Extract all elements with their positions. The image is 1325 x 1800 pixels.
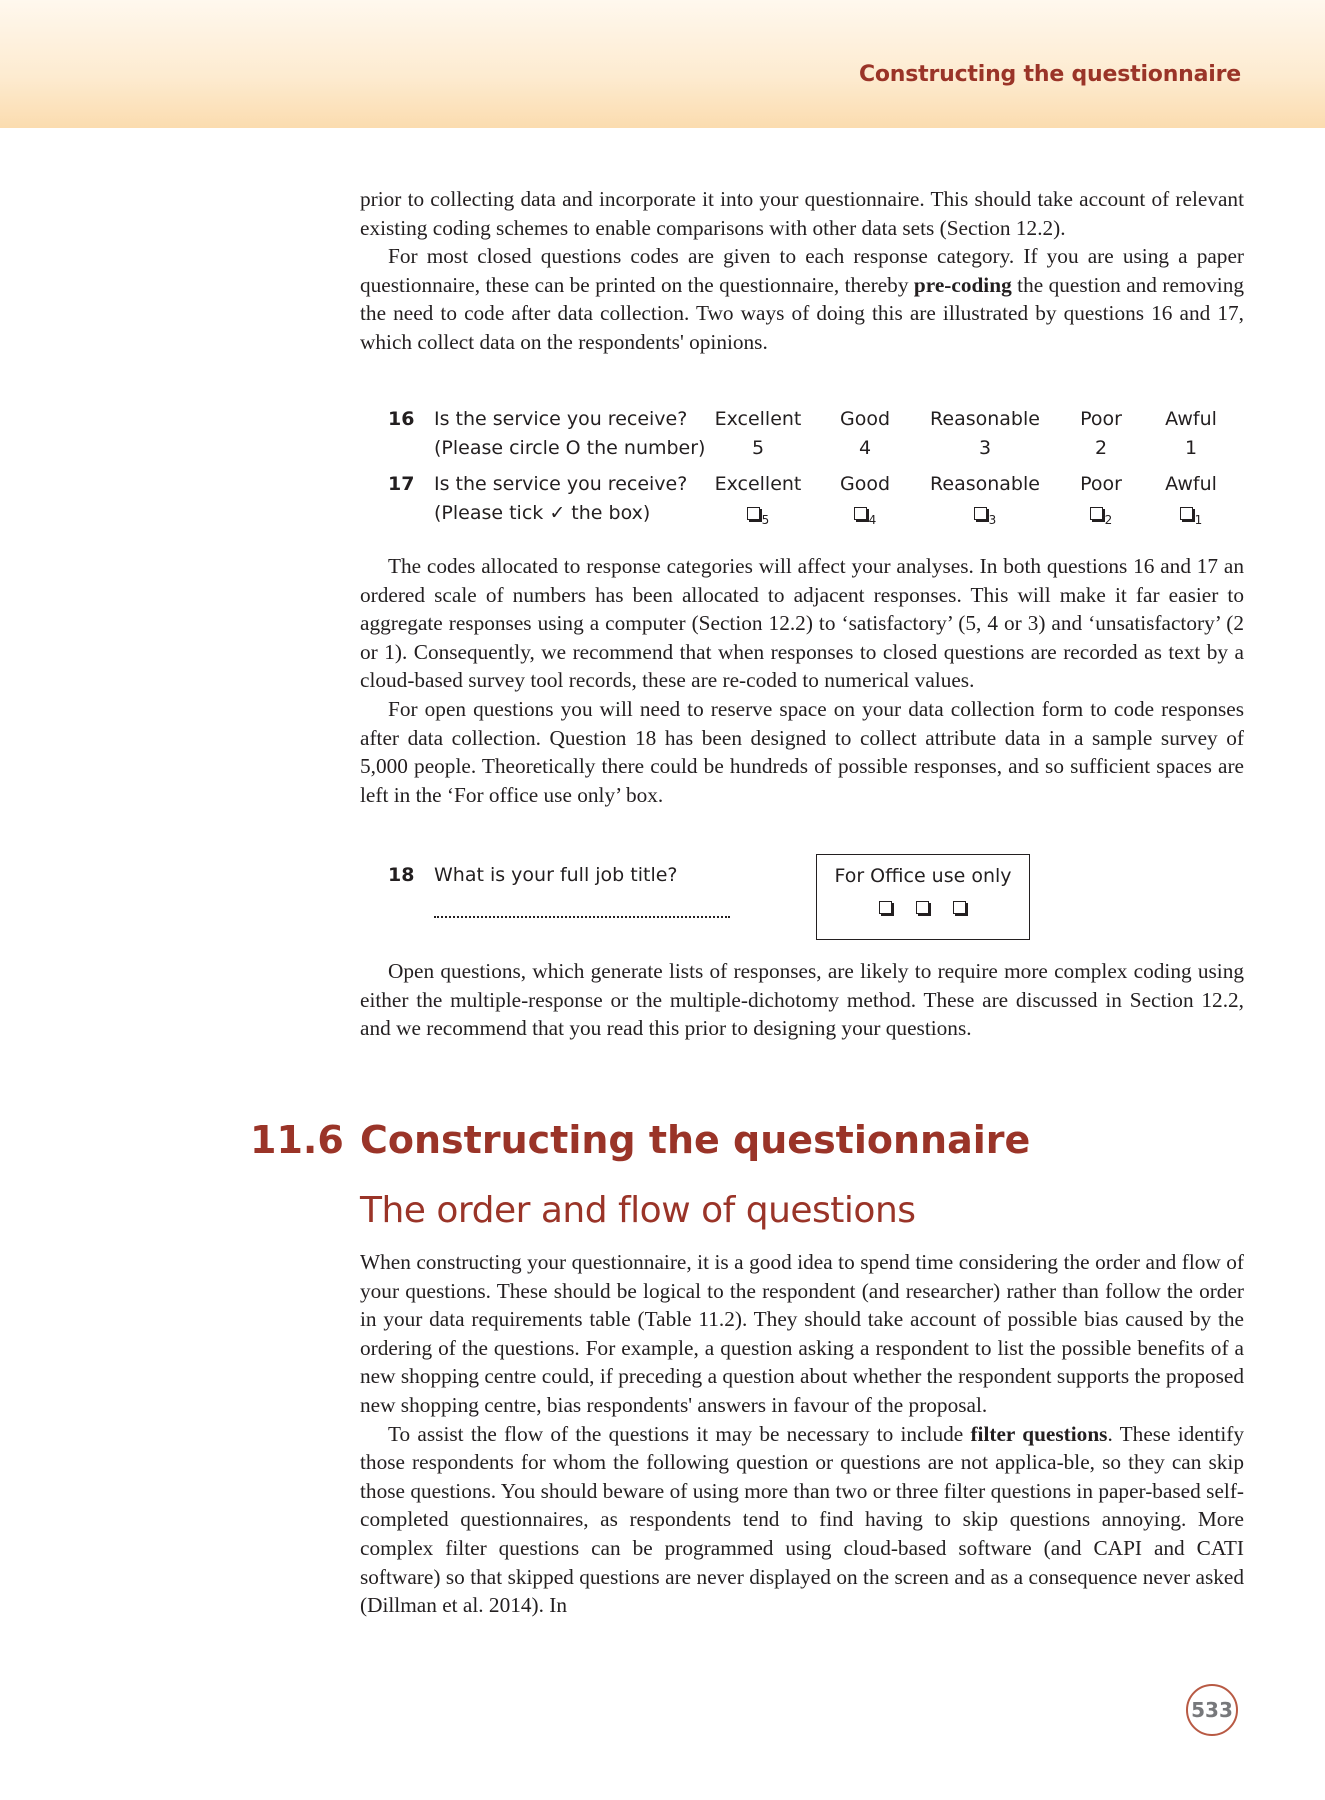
q16-option-awful: Awful (1165, 408, 1217, 430)
q16-option-excellent: Excellent (714, 408, 802, 430)
paragraph-7-text-end: . These identify those respondents for whom the following question or questions are not applica-ble, so they can skip those questions. You should beware of using more than two or three filter questions in paper-based self-completed questionnaires, as respondents tend to find having to skip questions annoying. More complex filter questions can be programmed using cloud-based software (and CAPI and CATI software) so that skipped questions are never displayed on the screen and as a consequence never asked (Dillman et al. 2014). In (360, 1421, 1244, 1618)
checkbox-icon (974, 507, 987, 520)
q17-instruction: (Please tick ✓ the box) (434, 502, 651, 524)
q18-text: What is your full job title? (434, 864, 678, 886)
running-head: Constructing the questionnaire (858, 62, 1241, 87)
intro-text (360, 185, 1244, 357)
q16-code-5[interactable]: 5 (751, 437, 765, 459)
checkbox-icon[interactable] (879, 901, 892, 914)
section-number: 11.6 (250, 1118, 344, 1162)
subsection-title: The order and flow of questions (360, 1190, 916, 1231)
q17-option-excellent: Excellent (714, 473, 802, 495)
q17-code-4: 4 (868, 513, 877, 527)
q17-text: Is the service you receive? (434, 473, 688, 495)
q16-option-good: Good (839, 408, 891, 430)
q17-option-poor: Poor (1080, 473, 1122, 495)
paragraph-7 (360, 1420, 1244, 1620)
question-table (388, 408, 1228, 531)
q17-number: 17 (388, 473, 415, 495)
q16-option-poor: Poor (1080, 408, 1122, 430)
section-title: Constructing the questionnaire (360, 1118, 1031, 1162)
q16-code-4[interactable]: 4 (858, 437, 872, 459)
checkbox-icon (854, 507, 867, 520)
q16-code-2[interactable]: 2 (1094, 437, 1108, 459)
paragraph-2-text: For most closed questions codes are given to each response category. If you are using a paper questionnaire, these can be printed on the questionnaire, thereby (360, 244, 1244, 297)
q16-code-3[interactable]: 3 (978, 437, 992, 459)
checkbox-icon[interactable] (953, 901, 966, 914)
q17-row (388, 473, 1228, 502)
open-questions-text (360, 957, 1244, 1043)
term-pre-coding: pre-coding (913, 272, 1012, 297)
q17-option-reasonable: Reasonable (930, 473, 1040, 495)
page-number: 533 (1186, 1684, 1238, 1736)
q18-number: 18 (388, 864, 415, 886)
q17-checkbox-3[interactable] (925, 502, 1045, 527)
q17-checkbox-4[interactable] (805, 502, 925, 527)
checkbox-icon (1180, 507, 1193, 520)
q17-code-5: 5 (761, 513, 770, 527)
office-use-checkboxes (817, 901, 1029, 914)
paragraph-2-text-end: the question and removing the need to code after data collection. Two ways of doing this are illustrated by questions 16 and 17, which collect data on the respondents' opinions. (360, 272, 1244, 354)
q16-codes-row (388, 437, 1228, 466)
q17-checkbox-1[interactable] (1131, 502, 1251, 527)
q17-code-3: 3 (988, 513, 997, 527)
q18-answer-line[interactable] (434, 910, 730, 918)
checkbox-icon (1090, 507, 1103, 520)
q17-option-good: Good (839, 473, 891, 495)
checkbox-icon (747, 507, 760, 520)
paragraph-3: The codes allocated to response categories will affect your analyses. In both questions 16 and 17 an ordered scale of numbers has been allocated to adjacent responses. This will make it far easier to aggregate responses using a computer (Section 12.2) to ‘satisfactory’ (5, 4 or 3) and ‘unsatisfactory’ (2 or 1). Consequently, we recommend that when responses to closed questions are recorded as text by a cloud-based survey tool records, these are re-coded to numerical values. (360, 554, 1244, 693)
coding-text (360, 552, 1244, 809)
q16-instruction: (Please circle O the number) (434, 437, 706, 459)
q17-option-awful: Awful (1165, 473, 1217, 495)
paragraph-2 (360, 242, 1244, 356)
paragraph-5: Open questions, which generate lists of responses, are likely to require more complex coding using either the multiple-response or the multiple-dichotomy method. These are discussed in Section 12.2, and we recommend that you read this prior to designing your questions. (360, 959, 1244, 1041)
paragraph-7-text: To assist the flow of the questions it may be necessary to include (388, 1421, 971, 1446)
order-flow-text (360, 1248, 1244, 1620)
q17-checkbox-5[interactable] (698, 502, 818, 527)
q16-row (388, 408, 1228, 437)
checkbox-icon[interactable] (916, 901, 929, 914)
q17-code-2: 2 (1104, 513, 1113, 527)
q17-boxes-row (388, 502, 1228, 531)
q17-code-1: 1 (1194, 513, 1203, 527)
q16-number: 16 (388, 408, 415, 430)
paragraph-6: When constructing your questionnaire, it is a good idea to spend time considering the order and flow of your questions. These should be logical to the respondent (and researcher) rather than follow the order in your data requirements table (Table 11.2). They should take account of possible bias caused by the ordering of the questions. For example, a question asking a respondent to list the possible benefits of a new shopping centre could, if preceding a question about whether the respondent supports the proposed new shopping centre, bias respondents' answers in favour of the proposal. (360, 1250, 1244, 1417)
paragraph-1: prior to collecting data and incorporate it into your questionnaire. This should take account of relevant existing coding schemes to enable comparisons with other data sets (Section 12.2). (360, 187, 1244, 240)
q16-code-1[interactable]: 1 (1184, 437, 1198, 459)
q16-option-reasonable: Reasonable (930, 408, 1040, 430)
q16-text: Is the service you receive? (434, 408, 688, 430)
office-use-label: For Office use only (834, 865, 1012, 887)
office-use-box (816, 854, 1030, 940)
term-filter-questions: filter questions (970, 1421, 1108, 1446)
paragraph-4: For open questions you will need to reserve space on your data collection form to code responses after data collection. Question 18 has been designed to collect attribute data in a sample survey of 5,000 people. Theoretically there could be hundreds of possible responses, and so sufficient spaces are left in the ‘For office use only’ box. (360, 696, 1244, 807)
